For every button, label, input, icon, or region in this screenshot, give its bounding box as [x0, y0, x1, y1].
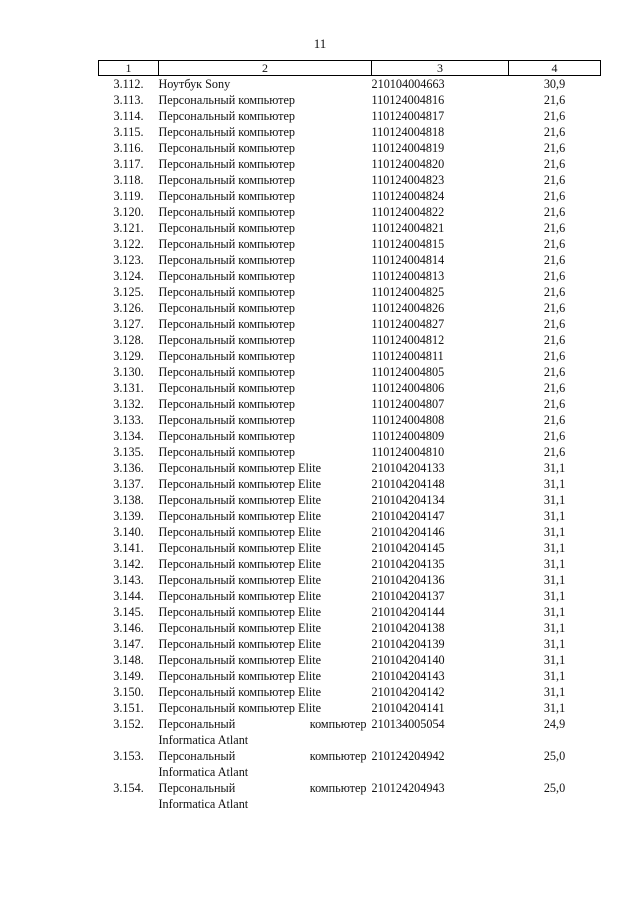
row-number: 3.137.: [113, 477, 144, 491]
item-name: Персональный компьютер: [158, 189, 295, 203]
item-name: Персональный компьютер Elite: [158, 653, 322, 667]
inventory-code: 210134005054: [371, 717, 445, 731]
item-value: 21,6: [543, 317, 566, 331]
row-number: 3.118.: [113, 173, 144, 187]
item-value: 21,6: [543, 301, 566, 315]
inventory-code: 210104204143: [371, 669, 445, 683]
inventory-code: 110124004805: [371, 365, 445, 379]
inventory-code: 210104204133: [371, 461, 445, 475]
table-row: [99, 636, 601, 652]
table-row: [99, 508, 601, 524]
row-number: 3.112.: [113, 77, 144, 91]
table-row: [99, 220, 601, 236]
item-value: 21,6: [543, 189, 566, 203]
inventory-code: 110124004818: [371, 125, 445, 139]
row-number: 3.128.: [113, 333, 144, 347]
item-value: 31,1: [543, 573, 566, 587]
item-value: 21,6: [543, 381, 566, 395]
table-row: [99, 684, 601, 700]
table-row: [99, 460, 601, 476]
item-value: 31,1: [543, 685, 566, 699]
item-name-line-2: Informatica Atlant: [158, 765, 249, 779]
row-number: 3.126.: [113, 301, 144, 315]
inventory-code: 210104204144: [371, 605, 445, 619]
inventory-table: [98, 60, 601, 812]
item-name: Персональный компьютер: [158, 93, 295, 107]
row-number: 3.135.: [113, 445, 144, 459]
item-value: 21,6: [543, 333, 566, 347]
row-number: 3.133.: [113, 413, 144, 427]
item-name: Персональный компьютер Elite: [158, 701, 322, 715]
table-row: [99, 140, 601, 156]
table-row: [99, 156, 601, 172]
item-name: Персональный компьютер Elite: [158, 605, 322, 619]
item-value: 31,1: [543, 637, 566, 651]
item-name: Персональный компьютер Elite: [158, 477, 322, 491]
inventory-code: 110124004823: [371, 173, 445, 187]
table-row: [99, 572, 601, 588]
inventory-code: 110124004811: [371, 349, 444, 363]
header-row: [99, 61, 601, 76]
row-number: 3.146.: [113, 621, 144, 635]
inventory-code: 210104204138: [371, 621, 445, 635]
inventory-code: 210124204942: [371, 749, 445, 763]
table-row: [99, 412, 601, 428]
item-value: 31,1: [543, 621, 566, 635]
inventory-code: 210104204135: [371, 557, 445, 571]
table-row: [99, 668, 601, 684]
table-row: [99, 620, 601, 636]
item-value: 21,6: [543, 125, 566, 139]
inventory-code: 210104204147: [371, 509, 445, 523]
inventory-code: 210104204134: [371, 493, 445, 507]
item-value: 31,1: [543, 701, 566, 715]
item-value: 31,1: [543, 589, 566, 603]
item-name: Персональный компьютер: [158, 253, 295, 267]
item-value: 31,1: [543, 669, 566, 683]
row-number: 3.129.: [113, 349, 144, 363]
inventory-code: 210104204148: [371, 477, 445, 491]
item-name-line-1: [159, 780, 372, 796]
inventory-code: 210104204139: [371, 637, 445, 651]
item-name-line-2: Informatica Atlant: [158, 797, 249, 811]
inventory-code: 110124004822: [371, 205, 445, 219]
row-number: 3.143.: [113, 573, 144, 587]
inventory-code: 210104204140: [371, 653, 445, 667]
item-name: Персональный компьютер: [158, 301, 295, 315]
item-name: Персональный компьютер: [158, 397, 295, 411]
item-name: [159, 748, 372, 780]
item-name: Персональный компьютер Elite: [158, 637, 322, 651]
table-row: [99, 748, 601, 780]
row-number: 3.113.: [113, 93, 144, 107]
item-name: Персональный компьютер: [158, 365, 295, 379]
table-header: [99, 61, 601, 76]
inventory-code: 110124004820: [371, 157, 445, 171]
inventory-code: 110124004821: [371, 221, 445, 235]
item-value: 21,6: [543, 445, 566, 459]
item-name: [159, 716, 372, 748]
table-row: [99, 188, 601, 204]
inventory-code: 110124004826: [371, 301, 445, 315]
inventory-code: 210104204145: [371, 541, 445, 555]
table-row: [99, 108, 601, 124]
item-name: Персональный компьютер: [158, 429, 295, 443]
item-value: 21,6: [543, 269, 566, 283]
item-name: Персональный компьютер: [158, 381, 295, 395]
page-number: 11: [313, 36, 327, 51]
table-row: [99, 332, 601, 348]
row-number: 3.138.: [113, 493, 144, 507]
item-name-line-1: [159, 748, 372, 764]
item-name: Персональный компьютер Elite: [158, 573, 322, 587]
item-name: Персональный компьютер Elite: [158, 557, 322, 571]
item-value: 31,1: [543, 477, 566, 491]
item-name: Персональный компьютер Elite: [158, 589, 322, 603]
inventory-code: 210104204146: [371, 525, 445, 539]
item-value: 24,9: [543, 717, 566, 731]
inventory-code: 110124004824: [371, 189, 445, 203]
item-value: 25,0: [543, 781, 566, 795]
table-row: [99, 92, 601, 108]
item-value: 31,1: [543, 557, 566, 571]
item-value: 21,6: [543, 109, 566, 123]
item-value: 21,6: [543, 349, 566, 363]
inventory-code: 110124004827: [371, 317, 445, 331]
item-name: Персональный компьютер: [158, 445, 295, 459]
row-number: 3.145.: [113, 605, 144, 619]
inventory-code: 110124004810: [371, 445, 445, 459]
inventory-code: 110124004806: [371, 381, 445, 395]
row-number: 3.141.: [113, 541, 144, 555]
table-row: [99, 476, 601, 492]
inventory-code: 110124004807: [371, 397, 445, 411]
row-number: 3.142.: [113, 557, 144, 571]
row-number: 3.123.: [113, 253, 144, 267]
inventory-code: 210104004663: [371, 77, 445, 91]
item-value: 25,0: [543, 749, 566, 763]
inventory-code: 210124204943: [371, 781, 445, 795]
item-name-line-2: Informatica Atlant: [158, 733, 249, 747]
inventory-code: 110124004813: [371, 269, 445, 283]
row-number: 3.114.: [113, 109, 144, 123]
inventory-code: 210104204142: [371, 685, 445, 699]
item-name: Персональный компьютер Elite: [158, 669, 322, 683]
row-number: 3.136.: [113, 461, 144, 475]
table-row: [99, 124, 601, 140]
inventory-code: 110124004816: [371, 93, 445, 107]
item-name-word: Персональный: [158, 749, 236, 763]
table-row: [99, 588, 601, 604]
row-number: 3.151.: [113, 701, 144, 715]
item-name-word: Персональный: [158, 717, 236, 731]
item-value: 21,6: [543, 205, 566, 219]
row-number: 3.130.: [113, 365, 144, 379]
column-header-4: 4: [509, 61, 601, 76]
inventory-code: 110124004825: [371, 285, 445, 299]
inventory-code: 110124004812: [371, 333, 445, 347]
table-row: [99, 172, 601, 188]
column-header-2: 2: [159, 61, 372, 76]
inventory-code: 110124004815: [371, 237, 445, 251]
inventory-code: 110124004809: [371, 429, 445, 443]
item-value: 31,1: [543, 509, 566, 523]
item-value: 21,6: [543, 221, 566, 235]
row-number: 3.121.: [113, 221, 144, 235]
item-name: Персональный компьютер Elite: [158, 621, 322, 635]
inventory-code: 210104204141: [371, 701, 445, 715]
item-value: 30,9: [543, 77, 566, 91]
item-name: Персональный компьютер: [158, 157, 295, 171]
table-row: [99, 492, 601, 508]
table-row: [99, 380, 601, 396]
table-row: [99, 204, 601, 220]
row-number: 3.131.: [113, 381, 144, 395]
item-value: 21,6: [543, 397, 566, 411]
row-number: 3.122.: [113, 237, 144, 251]
item-value: 31,1: [543, 493, 566, 507]
item-name: Персональный компьютер: [158, 413, 295, 427]
table-row: [99, 236, 601, 252]
row-number: 3.144.: [113, 589, 144, 603]
column-header-1: 1: [99, 61, 159, 76]
item-value: 21,6: [543, 157, 566, 171]
item-value: 31,1: [543, 541, 566, 555]
table-row: [99, 348, 601, 364]
inventory-code: 110124004819: [371, 141, 445, 155]
item-value: 31,1: [543, 461, 566, 475]
item-name-word: компьютер: [309, 717, 367, 731]
table-row: [99, 444, 601, 460]
item-value: 21,6: [543, 253, 566, 267]
row-number: 3.125.: [113, 285, 144, 299]
item-value: 21,6: [543, 173, 566, 187]
inventory-code: 210104204137: [371, 589, 445, 603]
item-name: Персональный компьютер: [158, 237, 295, 251]
row-number: 3.140.: [113, 525, 144, 539]
item-value: 21,6: [543, 141, 566, 155]
row-number: 3.127.: [113, 317, 144, 331]
column-header-3: 3: [372, 61, 509, 76]
item-name: Персональный компьютер: [158, 269, 295, 283]
row-number: 3.115.: [113, 125, 144, 139]
table-row: [99, 300, 601, 316]
item-name: Персональный компьютер: [158, 285, 295, 299]
table-row: [99, 652, 601, 668]
table-row: [99, 540, 601, 556]
item-value: 21,6: [543, 285, 566, 299]
row-number: 3.154.: [113, 781, 144, 795]
table-row: [99, 268, 601, 284]
table-row: [99, 396, 601, 412]
row-number: 3.153.: [113, 749, 144, 763]
item-name: Персональный компьютер: [158, 109, 295, 123]
row-number: 3.119.: [113, 189, 144, 203]
item-value: 21,6: [543, 237, 566, 251]
table-row: [99, 76, 601, 93]
table-row: [99, 780, 601, 812]
row-number: 3.134.: [113, 429, 144, 443]
table-row: [99, 428, 601, 444]
item-value: 21,6: [543, 93, 566, 107]
row-number: 3.149.: [113, 669, 144, 683]
row-number: 3.116.: [113, 141, 144, 155]
table-row: [99, 716, 601, 748]
item-name: Персональный компьютер: [158, 125, 295, 139]
item-name-word: компьютер: [309, 781, 367, 795]
item-name: Персональный компьютер: [158, 349, 295, 363]
item-name: Персональный компьютер: [158, 333, 295, 347]
item-name: Персональный компьютер Elite: [158, 541, 322, 555]
inventory-code: 110124004817: [371, 109, 445, 123]
row-number: 3.139.: [113, 509, 144, 523]
item-name: Персональный компьютер Elite: [158, 525, 322, 539]
table-body: [99, 76, 601, 813]
table-row: [99, 316, 601, 332]
row-number: 3.147.: [113, 637, 144, 651]
table-row: [99, 284, 601, 300]
item-name-word: компьютер: [309, 749, 367, 763]
item-name-word: Персональный: [158, 781, 236, 795]
row-number: 3.148.: [113, 653, 144, 667]
item-value: 21,6: [543, 365, 566, 379]
item-name: Персональный компьютер Elite: [158, 509, 322, 523]
item-name: Персональный компьютер: [158, 173, 295, 187]
inventory-code: 110124004808: [371, 413, 445, 427]
item-name: Персональный компьютер: [158, 221, 295, 235]
item-name: Персональный компьютер: [158, 317, 295, 331]
item-name: Персональный компьютер: [158, 205, 295, 219]
item-name: Персональный компьютер: [158, 141, 295, 155]
row-number: 3.152.: [113, 717, 144, 731]
table-row: [99, 556, 601, 572]
table-row: [99, 700, 601, 716]
table-row: [99, 252, 601, 268]
table-row: [99, 364, 601, 380]
item-value: 31,1: [543, 605, 566, 619]
inventory-code: 210104204136: [371, 573, 445, 587]
table-row: [99, 604, 601, 620]
item-name: Ноутбук Sony: [158, 77, 231, 91]
item-name: Персональный компьютер Elite: [158, 461, 322, 475]
inventory-code: 110124004814: [371, 253, 445, 267]
item-value: 31,1: [543, 525, 566, 539]
item-value: 31,1: [543, 653, 566, 667]
row-number: 3.132.: [113, 397, 144, 411]
row-number: 3.120.: [113, 205, 144, 219]
item-name: [159, 780, 372, 812]
row-number: 3.150.: [113, 685, 144, 699]
item-name: Персональный компьютер Elite: [158, 493, 322, 507]
row-number: 3.117.: [113, 157, 144, 171]
row-number: 3.124.: [113, 269, 144, 283]
item-name: Персональный компьютер Elite: [158, 685, 322, 699]
table-row: [99, 524, 601, 540]
item-value: 21,6: [543, 429, 566, 443]
item-value: 21,6: [543, 413, 566, 427]
item-name-line-1: [159, 716, 372, 732]
